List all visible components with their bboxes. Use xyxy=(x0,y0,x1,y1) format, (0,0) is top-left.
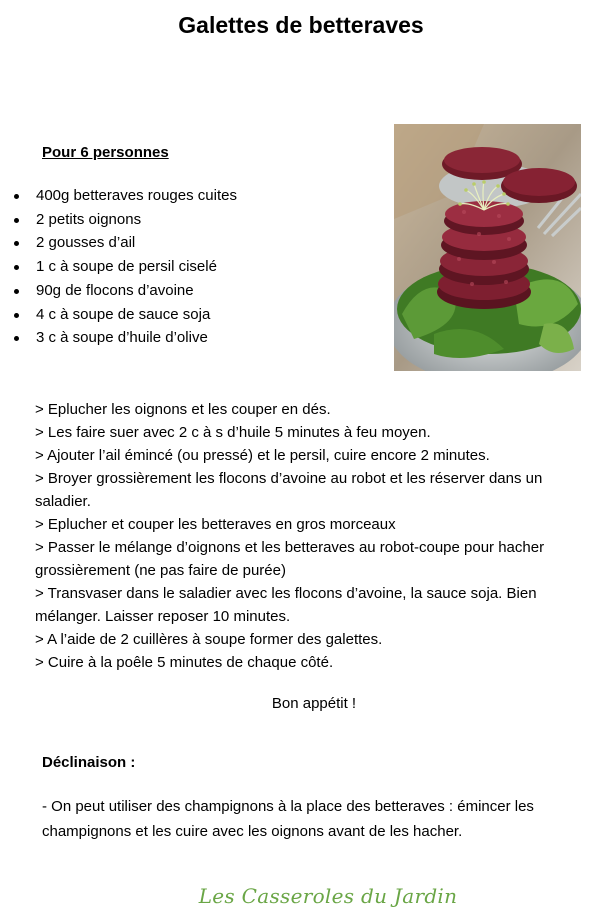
variation-text: - On peut utiliser des champignons à la place des betteraves : émincer les champignons et les cuire avec les oignons avant de les hacher. xyxy=(42,798,534,840)
variation-heading: Déclinaison : xyxy=(42,754,136,771)
step-line: > Eplucher et couper les betteraves en gros morceaux xyxy=(35,516,396,533)
step-line: > Eplucher les oignons et les couper en dés. xyxy=(35,401,331,418)
ingredient-item: 3 c à soupe d’huile d’olive xyxy=(12,326,237,350)
ingredient-item: 4 c à soupe de sauce soja xyxy=(12,303,237,327)
recipe-photo xyxy=(394,124,581,371)
preparation-steps xyxy=(35,398,595,674)
ingredient-item: 90g de flocons d’avoine xyxy=(12,279,237,303)
step-line: > Transvaser dans le saladier avec les flocons d’avoine, la sauce soja. Bien mélanger. Laisser reposer 10 minutes. xyxy=(35,585,537,625)
ingredients-list xyxy=(12,184,237,350)
step-line: > A l’aide de 2 cuillères à soupe former des galettes. xyxy=(35,631,383,648)
step-line: > Cuire à la poêle 5 minutes de chaque côté. xyxy=(35,654,334,671)
ingredient-item: 2 petits oignons xyxy=(12,208,237,232)
ingredient-item: 1 c à soupe de persil ciselé xyxy=(12,255,237,279)
ingredient-item: 400g betteraves rouges cuites xyxy=(12,184,237,208)
step-line: > Ajouter l’ail émincé (ou pressé) et le persil, cuire encore 2 minutes. xyxy=(35,447,490,464)
ingredient-item: 2 gousses d’ail xyxy=(12,231,237,255)
brand-signature: Les Casseroles du Jardin xyxy=(198,884,458,908)
step-line: > Passer le mélange d’oignons et les betteraves au robot-coupe pour hacher grossièrement (ne pas faire de purée) xyxy=(35,539,545,579)
recipe-title: Galettes de betteraves xyxy=(178,12,424,38)
closing-text: Bon appétit ! xyxy=(271,695,357,712)
servings-heading: Pour 6 personnes xyxy=(42,144,169,161)
step-line: > Broyer grossièrement les flocons d’avoine au robot et les réserver dans un saladier. xyxy=(35,470,543,510)
step-line: > Les faire suer avec 2 c à s d’huile 5 minutes à feu moyen. xyxy=(35,424,431,441)
